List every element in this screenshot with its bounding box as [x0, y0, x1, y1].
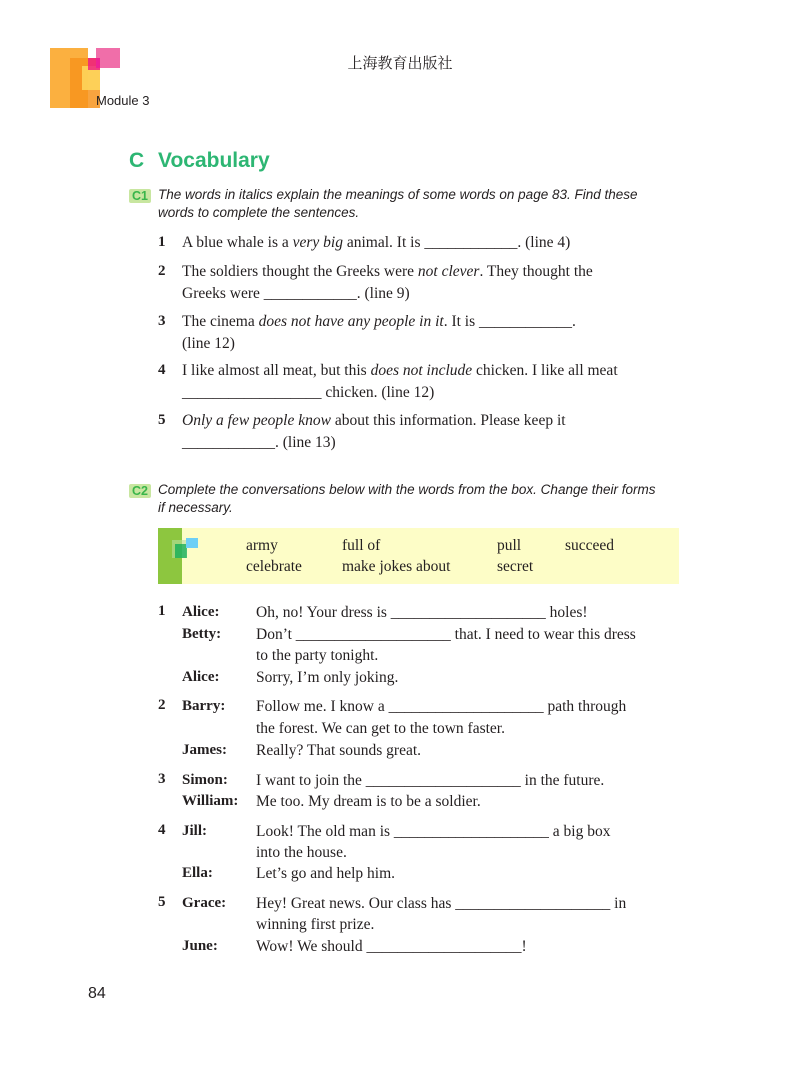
- c1-item-number: 2: [158, 263, 166, 279]
- dialogue-line: Let’s go and help him.: [256, 865, 396, 882]
- conversation-number: 2: [158, 697, 166, 713]
- word-box-item: make jokes about: [342, 558, 451, 575]
- dialogue-line: I want to join the ____________________ in the future.: [256, 772, 605, 789]
- section-letter: C: [129, 149, 145, 172]
- conversation-number: 1: [158, 603, 166, 619]
- word-box-item: celebrate: [246, 558, 302, 575]
- c1-item-number: 1: [158, 234, 166, 250]
- c1-item-number: 5: [158, 412, 166, 428]
- speaker-name: Alice:: [182, 604, 220, 620]
- speaker-name: James:: [182, 742, 227, 758]
- conversation-number: 4: [158, 822, 166, 838]
- c1-item: A blue whale is a very big animal. It is ____________. (line 4): [182, 234, 571, 251]
- speaker-name: Simon:: [182, 772, 228, 788]
- conversation-number: 3: [158, 771, 166, 787]
- dialogue-line: Sorry, I’m only joking.: [256, 669, 399, 686]
- c1-item-number: 3: [158, 313, 166, 329]
- module-label: Module 3: [96, 93, 150, 108]
- speaker-name: Betty:: [182, 626, 222, 642]
- conversation-number: 5: [158, 894, 166, 910]
- dialogue-line: Me too. My dream is to be a soldier.: [256, 793, 481, 810]
- dialogue-line: the forest. We can get to the town faster.: [256, 720, 505, 737]
- dialogue-line: winning first prize.: [256, 916, 375, 933]
- speaker-name: Grace:: [182, 895, 227, 911]
- page-number: 84: [88, 985, 106, 1002]
- dialogue-line: Oh, no! Your dress is ____________________ holes!: [256, 604, 588, 621]
- speaker-name: Ella:: [182, 865, 213, 881]
- dialogue-line: Hey! Great news. Our class has ____________________ in: [256, 895, 627, 912]
- word-box-item: secret: [497, 558, 534, 575]
- dialogue-line: to the party tonight.: [256, 647, 379, 664]
- c1-item: The soldiers thought the Greeks were not clever. They thought the Greeks were ____________. (line 9): [182, 263, 593, 302]
- c1-instruction: The words in italics explain the meanings of some words on page 83. Find these words to complete the sentences.: [158, 187, 638, 220]
- dialogue-line: into the house.: [256, 844, 347, 861]
- c1-item: I like almost all meat, but this does not include chicken. I like all meat __________________ chicken. (line 12): [182, 362, 618, 401]
- word-box-item: succeed: [565, 537, 615, 554]
- word-box-decoration: [186, 538, 198, 548]
- c1-badge: C1: [129, 187, 151, 205]
- speaker-name: Barry:: [182, 698, 226, 714]
- word-box-item: army: [246, 537, 278, 554]
- publisher-name: 上海教育出版社: [347, 54, 453, 72]
- dialogue-line: Don’t ____________________ that. I need to wear this dress: [256, 626, 636, 643]
- c1-item-number: 4: [158, 362, 166, 378]
- word-box-item: pull: [497, 537, 522, 554]
- dialogue-line: Really? That sounds great.: [256, 742, 422, 759]
- speaker-name: June:: [182, 938, 218, 954]
- word-box-item: full of: [342, 537, 381, 554]
- c2-instruction: Complete the conversations below with the words from the box. Change their forms if necessary.: [158, 482, 656, 515]
- speaker-name: William:: [182, 793, 239, 809]
- dialogue-line: Follow me. I know a ____________________ path through: [256, 698, 627, 715]
- speaker-name: Jill:: [182, 823, 207, 839]
- c2-badge: C2: [129, 482, 151, 500]
- dialogue-line: Wow! We should ____________________!: [256, 938, 527, 955]
- dialogue-line: Look! The old man is ____________________ a big box: [256, 823, 611, 840]
- c1-item: The cinema does not have any people in it. It is ____________. (line 12): [182, 313, 576, 352]
- speaker-name: Alice:: [182, 669, 220, 685]
- c1-item: Only a few people know about this information. Please keep it ____________. (line 13): [182, 412, 566, 451]
- section-title: Vocabulary: [158, 149, 270, 172]
